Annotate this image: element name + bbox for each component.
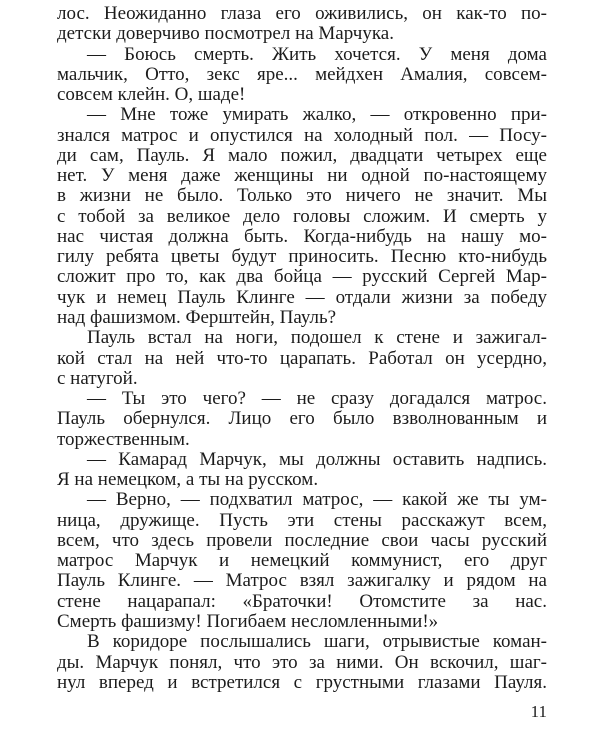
- text-line: — Верно, — подхватил матрос, — какой же ты ум-: [87, 490, 547, 511]
- text-line: детски доверчиво посмотрел на Марчука.: [57, 24, 394, 45]
- text-line: Пауль обернулся. Лицо его было взволнованным и: [57, 409, 547, 430]
- text-line: матрос Марчук и немецкий коммунист, его друг: [57, 551, 547, 572]
- text-line: торжественным.: [57, 429, 190, 450]
- paragraph: [57, 490, 547, 632]
- text-line: нул вперед и встретился с грустными глазами Пауля.: [57, 672, 547, 693]
- text-line: нет. У меня даже женщины ни одной по-настоящему: [57, 166, 547, 187]
- text-line: стене нацарапал: «Браточки! Отомстите за нас.: [57, 591, 547, 612]
- paragraph: [57, 632, 547, 693]
- text-line: Я на немецком, а ты на русском.: [57, 470, 319, 491]
- paragraph: [57, 45, 547, 106]
- page-body-text: [57, 4, 547, 693]
- text-line: нас чистая должна быть. Когда-нибудь на нашу мо-: [57, 226, 547, 247]
- text-line: над фашизмом. Ферштейн, Пауль?: [57, 307, 337, 328]
- text-line: Пауль встал на ноги, подошел к стене и зажигал-: [87, 328, 547, 349]
- text-line: — Мне тоже умирать жалко, — откровенно при-: [87, 105, 547, 126]
- text-line: кой стал на ней что-то царапать. Работал он усердно,: [57, 348, 547, 369]
- text-line: сложит про то, как два бойца — русский Сергей Мар-: [57, 267, 547, 288]
- paragraph: [57, 105, 547, 328]
- text-line: ница, дружище. Пусть эти стены расскажут всем,: [57, 510, 547, 531]
- text-line: гилу ребята цветы будут приносить. Песню кто-нибудь: [57, 247, 547, 268]
- paragraph: [57, 450, 547, 491]
- text-line: ди сам, Пауль. Я мало пожил, двадцати четырех еще: [57, 145, 547, 166]
- page-number: 11: [530, 702, 547, 721]
- paragraph: [57, 4, 547, 45]
- text-line: с тобой за великое дело головы сложим. И смерть у: [57, 206, 547, 227]
- text-line: Пауль Клинге. — Матрос взял зажигалку и рядом на: [57, 571, 547, 592]
- text-line: в жизни не было. Только это ничего не значит. Мы: [57, 186, 547, 207]
- text-line: с натугой.: [57, 368, 138, 389]
- paragraph: [57, 328, 547, 389]
- text-line: мальчик, Отто, зекс яре... мейдхен Амалия, совсем-: [57, 64, 547, 85]
- text-line: совсем клейн. О, шаде!: [57, 85, 246, 106]
- paragraph: [57, 389, 547, 450]
- text-line: В коридоре послышались шаги, отрывистые коман-: [87, 632, 547, 653]
- text-line: Смерть фашизму! Погибаем несломленными!»: [57, 611, 439, 632]
- text-line: — Камарад Марчук, мы должны оставить надпись.: [87, 449, 547, 470]
- text-line: — Боюсь смерть. Жить хочется. У меня дома: [87, 44, 547, 65]
- text-line: лос. Неожиданно глаза его оживились, он как-то по-: [57, 4, 547, 24]
- text-line: всем, что здесь провели последние свои часы русский: [57, 530, 547, 551]
- text-line: чук и немец Пауль Клинге — отдали жизни за победу: [57, 287, 547, 308]
- text-line: знался матрос и опустился на холодный пол. — Посу-: [57, 125, 547, 146]
- text-line: — Ты это чего? — не сразу догадался матрос.: [87, 389, 547, 410]
- text-line: ды. Марчук понял, что это за ними. Он вскочил, шаг-: [57, 652, 547, 673]
